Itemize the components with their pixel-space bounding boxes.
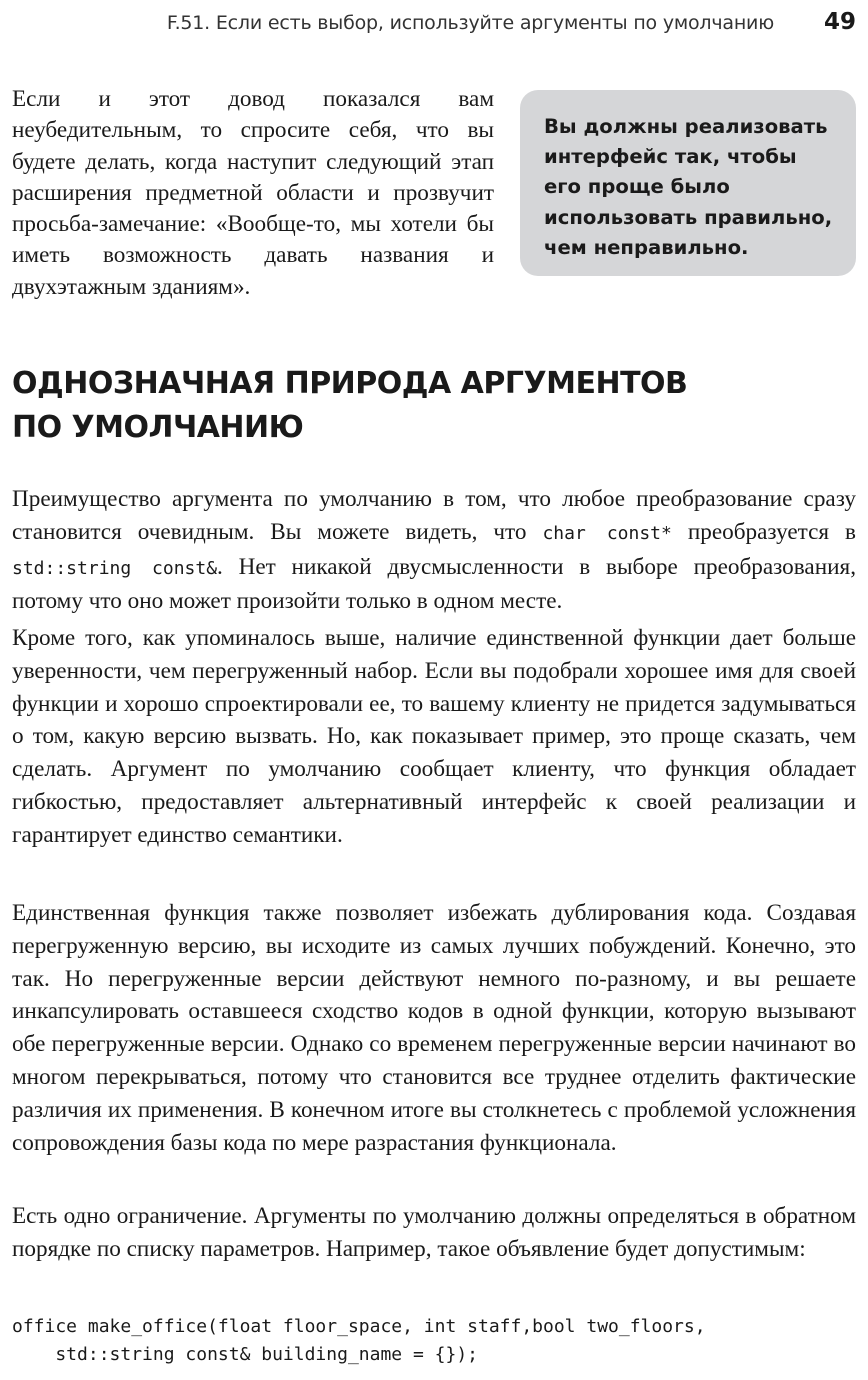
section-heading-line2: ПО УМОЛЧАНИЮ: [12, 410, 304, 445]
paragraph-1-text-b: преобразуется в: [671, 518, 856, 545]
paragraph-1-text-c: . Нет никакой двусмысленности в выборе преобразования, потому что оно может произойти только в одном месте.: [12, 553, 856, 615]
callout-text: Вы должны реализовать интерфейс так, чтобы его проще было использовать правильно, чем неправильно.: [544, 115, 833, 259]
code-line-1: office make_office(float floor_space, int staff,bool two_floors,: [12, 1316, 706, 1337]
code-block: [12, 1313, 856, 1369]
callout-box: [520, 90, 856, 276]
paragraph-3: Единственная функция также позволяет избежать дублирования кода. Создавая перегруженную версию, вы исходите из самых лучших побуждений. Конечно, это так. Но перегруженные версии действуют немного по-разному, и вы решаете инкапсулировать оставшееся сходство кодов в одной функции, которую вызывают обе перегруженные версии. Однако со временем перегруженные версии начинают во многом перекрываться, потому что становится все труднее отделить фактические различия их применения. В конечном итоге вы столкнетесь с проблемой усложнения сопровождения базы кода по мере разрастания функционала.: [12, 900, 856, 1156]
running-header: [0, 0, 868, 50]
paragraph-4: Есть одно ограничение. Аргументы по умолчанию должны определяться в обратном порядке по списку параметров. Например, такое объявление будет допустимым:: [12, 1203, 856, 1262]
code-line-2: std::string const& building_name = {});: [12, 1344, 478, 1365]
inline-code-std-string: std::string const&: [12, 557, 218, 579]
page-number: 49: [823, 9, 856, 35]
paragraph-1-text-a: Преимущество аргумента по умолчанию в том, что любое преобразование сразу становится очевидным. Вы можете видеть, что: [12, 486, 856, 545]
inline-code-char-const: char const*: [542, 522, 672, 544]
paragraph-2: Кроме того, как упоминалось выше, наличие единственной функции дает больше уверенности, чем перегруженный набор. Если вы подобрали хорошее имя для своей функции и хорошо спроектировали ее, то вашему клиенту не придется задумываться о том, какую версию вызвать. Но, как показывает пример, это проще сказать, чем сделать. Аргумент по умолчанию сообщает клиенту, что функция обладает гибкостью, предоставляет альтернативный интерфейс к своей реализации и гарантирует единство семантики.: [12, 625, 856, 848]
running-title: F.51. Если есть выбор, используйте аргументы по умолчанию: [166, 12, 774, 34]
paragraph-1: [12, 483, 856, 618]
section-heading: [12, 362, 852, 450]
section-heading-line1: ОДНОЗНАЧНАЯ ПРИРОДА АРГУМЕНТОВ: [12, 366, 688, 401]
intro-paragraph: Если и этот довод показался вам неубедительным, то спросите себя, что вы будете делать, когда наступит следующий этап расширения предметной области и прозвучит просьба-замечание: «Вообще-то, мы хотели бы иметь возможность давать названия и двухэтажным зданиям».: [12, 86, 494, 300]
